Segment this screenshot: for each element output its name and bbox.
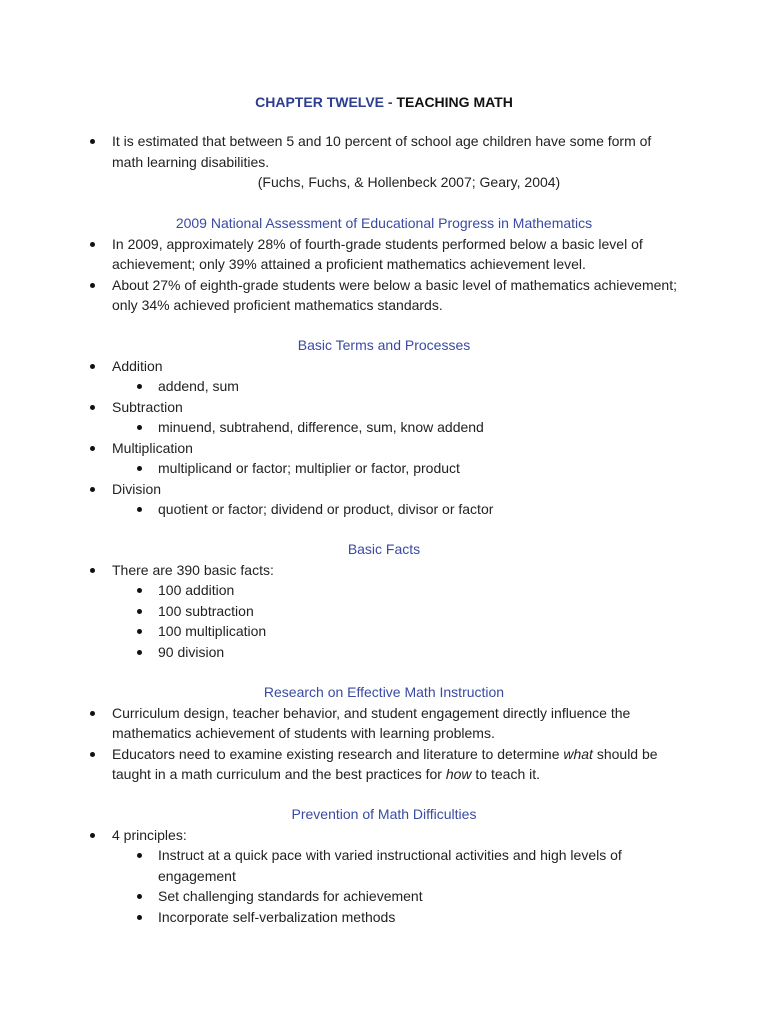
naep-section xyxy=(0,213,768,316)
facts-intro: There are 390 basic facts: xyxy=(112,561,274,578)
prevention-section xyxy=(0,804,768,927)
chapter-subject: TEACHING MATH xyxy=(396,94,513,110)
list-item xyxy=(0,376,768,397)
term-label: Division xyxy=(112,480,162,497)
principle-item: Instruct at a quick pace with varied instructional activities and high levels of engagement xyxy=(158,847,622,884)
section-heading: Prevention of Math Difficulties xyxy=(291,806,477,822)
list-item xyxy=(0,458,768,479)
chapter-number: CHAPTER TWELVE - xyxy=(255,94,393,110)
chapter-title xyxy=(0,92,768,113)
research-item-text: Educators need to examine existing research and literature to determine xyxy=(112,745,564,762)
principle-item: Incorporate self-verbalization methods xyxy=(158,908,396,925)
list-item xyxy=(0,560,768,581)
naep-item: About 27% of eighth-grade students were below a basic level of mathematics achievement; only 34% achieved proficient mathematics standards. xyxy=(112,276,677,313)
term-label: Multiplication xyxy=(112,439,193,456)
list-item xyxy=(0,907,768,928)
term-detail: minuend, subtrahend, difference, sum, know addend xyxy=(158,419,484,435)
list-item xyxy=(0,397,768,418)
list-item xyxy=(0,234,768,275)
term-label: Addition xyxy=(112,357,163,374)
section-heading: Basic Facts xyxy=(347,541,421,557)
fact-item: 100 addition xyxy=(158,582,235,598)
principle-item: Set challenging standards for achievement xyxy=(158,888,423,904)
fact-item: 100 subtraction xyxy=(158,602,254,619)
research-item-text: to teach it. xyxy=(471,766,541,782)
list-item xyxy=(0,845,768,886)
list-item xyxy=(0,580,768,601)
research-item: Curriculum design, teacher behavior, and student engagement directly influence the mathematics achievement of students with learning problems. xyxy=(112,704,631,741)
list-item xyxy=(0,499,768,520)
emphasis-how: how xyxy=(445,766,472,782)
list-item xyxy=(0,479,768,500)
list-item xyxy=(0,642,768,663)
terms-section xyxy=(0,335,768,520)
list-item xyxy=(0,356,768,377)
list-item xyxy=(0,438,768,459)
term-label: Subtraction xyxy=(112,398,183,415)
list-item xyxy=(0,131,768,172)
term-detail: multiplicand or factor; multiplier or factor, product xyxy=(158,460,460,476)
list-item xyxy=(0,621,768,642)
research-item-text: should be taught in a math curriculum and the best practices for xyxy=(112,745,658,782)
facts-section xyxy=(0,539,768,662)
list-item xyxy=(0,275,768,316)
list-item xyxy=(0,825,768,846)
fact-item: 100 multiplication xyxy=(158,623,267,639)
prevention-intro: 4 principles: xyxy=(112,826,187,843)
fact-item: 90 division xyxy=(158,643,225,660)
list-item xyxy=(0,703,768,744)
term-detail: addend, sum xyxy=(158,378,239,394)
naep-item: In 2009, approximately 28% of fourth-grade students performed below a basic level of achievement; only 39% attained a proficient mathematics achievement level. xyxy=(112,235,643,272)
section-heading: 2009 National Assessment of Educational Progress in Mathematics xyxy=(175,215,593,231)
list-item xyxy=(0,417,768,438)
term-detail: quotient or factor; dividend or product, divisor or factor xyxy=(158,501,494,517)
list-item xyxy=(0,886,768,907)
intro-text: It is estimated that between 5 and 10 percent of school age children have some form of math learning disabilities. xyxy=(112,133,652,170)
list-item xyxy=(0,601,768,622)
section-heading: Research on Effective Math Instruction xyxy=(263,684,505,700)
intro-section xyxy=(0,131,768,193)
list-item xyxy=(0,744,768,785)
research-section xyxy=(0,682,768,785)
emphasis-what: what xyxy=(563,745,593,762)
section-heading: Basic Terms and Processes xyxy=(297,337,471,353)
citation: (Fuchs, Fuchs, & Hollenbeck 2007; Geary, 2004) xyxy=(257,174,561,190)
